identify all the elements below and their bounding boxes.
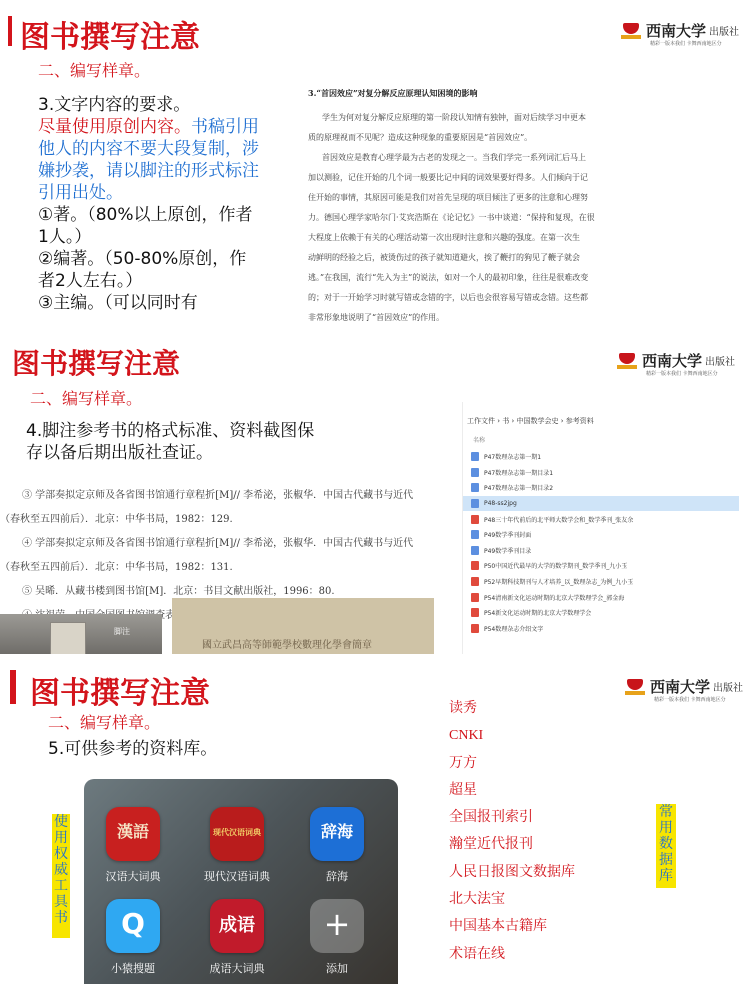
- slide-title: 图书撰写注意: [12, 347, 181, 380]
- publisher-tagline: 精彩一版本我们 卡舞西南地区分: [650, 41, 722, 47]
- pdf-file-icon: [471, 561, 479, 570]
- work-type-item: ③主编。（可以同时有: [38, 293, 198, 313]
- file-name: P49数学季刊目录: [484, 547, 532, 555]
- image-file-icon: [471, 452, 479, 461]
- publisher-name: 西南大学: [646, 22, 707, 40]
- authoritative-tools-label: 使用权威工具书: [52, 814, 70, 938]
- reference-line: ④ 学部奏拟定京师及各省图书馆通行章程折[M]// 李希泌，张椒华．中国古代藏书与近代: [22, 538, 414, 549]
- idiom-dictionary-icon[interactable]: 成语: [210, 899, 264, 953]
- file-list: [463, 449, 739, 636]
- image-file-icon: [471, 530, 479, 539]
- reference-line: ⑤ 吴晞．从藏书楼到图书馆[M]．北京：书目文献出版社，1996：80.: [22, 586, 335, 597]
- reference-line: （春秋至五四前后）．北京：中华书局，1982：131.: [0, 562, 233, 573]
- database-item: 中国基本古籍库: [449, 919, 547, 935]
- file-name: P52早期科技期刊与人才培养_以_数理杂志_为例_九小玉: [484, 579, 634, 587]
- footnote-heading: 4.脚注参考书的格式标准、资料截图保存以备后期出版社查证。: [26, 421, 315, 463]
- publisher-logo: [624, 676, 743, 697]
- reference-line: （春秋至五四前后）．北京：中华书局，1982：129.: [0, 514, 233, 525]
- sample-text-line: 住开始的事情，其原因可能是我们对首先呈现的项目倾注了更多的注意和心理努: [308, 193, 588, 202]
- image-file-icon: [471, 546, 479, 555]
- file-row[interactable]: [463, 605, 739, 621]
- phone-app-grid: [84, 779, 398, 984]
- search-question-icon[interactable]: Q: [106, 899, 160, 953]
- sample-page-excerpt: [308, 88, 598, 368]
- title-accent-bar: [8, 16, 12, 46]
- file-row[interactable]: [463, 527, 739, 543]
- file-row[interactable]: [463, 449, 739, 465]
- torch-logo-icon: [620, 21, 642, 41]
- breadcrumb[interactable]: 工作文件 › 书 › 中国数学会史 › 参考资料: [467, 417, 594, 425]
- sample-section-heading: 3.“首因效应”对复分解反应原理认知困境的影响: [308, 88, 478, 98]
- document-photo-caption: 國立武昌高等師範學校數理化學會簡章: [202, 640, 372, 651]
- publisher-name: 西南大学: [642, 352, 703, 370]
- app-label: 小猿搜题: [111, 962, 155, 975]
- app-label: 辞海: [326, 870, 348, 883]
- app-label: 现代汉语词典: [204, 870, 270, 883]
- database-item: 万方: [449, 755, 477, 771]
- slide-title: 图书撰写注意: [30, 676, 210, 711]
- app-cihai[interactable]: [292, 807, 382, 884]
- sample-text-line: 首因效应是教育心理学最为古老的发现之一。当我们学完一系列词汇后马上: [322, 153, 586, 162]
- publisher-logo: [616, 350, 735, 371]
- column-header-name[interactable]: 名称: [473, 437, 486, 444]
- slide-reference-databases: [0, 654, 743, 984]
- work-type-item: ①著。（80%以上原创，作者1人。）: [38, 205, 253, 247]
- publisher-tagline: 精彩一版本我们 卡舞西南地区分: [654, 697, 726, 703]
- app-modern-chinese-dictionary[interactable]: [192, 807, 282, 884]
- slide-subtitle: 二、编写样章。: [38, 61, 151, 80]
- pdf-file-icon: [471, 577, 479, 586]
- file-name: P48-ss2jpg: [484, 500, 517, 508]
- pdf-file-icon: [471, 608, 479, 617]
- image-file-icon: [471, 499, 479, 508]
- publisher-logo: [620, 20, 739, 41]
- sample-text-line: 加以测验，记住开始的几个词一般要比记中间的词效果要好得多。人们倾向于记: [308, 173, 588, 182]
- file-explorer: [462, 402, 739, 654]
- book-photo: [0, 614, 162, 654]
- citation-note: 书稿引用他人的内容不要大段复制，涉嫌抄袭，请以脚注的形式标注引用出处。: [38, 117, 259, 203]
- database-list: [449, 695, 659, 968]
- requirements-heading: 3.文字内容的要求。: [38, 95, 191, 115]
- file-name: P54清南新文化运动时期的北京大学数理学会_郭金海: [484, 594, 625, 602]
- title-accent-bar: [10, 670, 16, 704]
- sample-text-line: 质的原理视而不见呢？造成这种现象的重要原因是“首因效应”。: [308, 133, 533, 142]
- pdf-file-icon: [471, 624, 479, 633]
- file-row[interactable]: [463, 574, 739, 590]
- slide-subtitle: 二、编写样章。: [30, 389, 143, 408]
- app-label: 汉语大词典: [105, 870, 161, 883]
- photo-note: 脚注: [114, 627, 130, 636]
- original-content-note: 尽量使用原创内容。: [38, 117, 191, 137]
- app-search-question[interactable]: [88, 899, 178, 976]
- slide-footnote-format: [0, 328, 738, 654]
- file-name: P47数理杂志第一期1: [484, 454, 542, 462]
- add-icon[interactable]: +: [310, 899, 364, 953]
- torch-logo-icon: [616, 351, 638, 371]
- document-photo: [172, 598, 434, 654]
- app-add[interactable]: [292, 899, 382, 976]
- cihai-icon[interactable]: 辞海: [310, 807, 364, 861]
- file-name: P48三十年代前后的北平师大数学会和_数学季刊_张友余: [484, 516, 634, 524]
- file-row[interactable]: [463, 558, 739, 574]
- file-row[interactable]: [463, 480, 739, 496]
- sample-text-line: 逃。”在我国，流行“先入为主”的说法，如对一个人的最初印象，往往是很难改变: [308, 273, 589, 282]
- app-idiom-dictionary[interactable]: [192, 899, 282, 976]
- slide-writing-requirements: [0, 0, 738, 328]
- file-row[interactable]: [463, 465, 739, 481]
- slide-title: 图书撰写注意: [20, 20, 200, 55]
- common-databases-label: 常用数据库: [656, 804, 676, 888]
- hanyu-dictionary-icon[interactable]: 漢語: [106, 807, 160, 861]
- modern-chinese-dictionary-icon[interactable]: 现代汉语词典: [210, 807, 264, 861]
- file-name: P54新文化运动时期的北京大学数理学会: [484, 610, 592, 618]
- slide-subtitle: 二、编写样章。: [48, 713, 161, 732]
- sample-text-line: 大程度上依赖于有关的心理活动第一次出现时注意和兴趣的强度。在第一次生: [308, 233, 580, 242]
- file-name: P47数理杂志第一期目录1: [484, 469, 554, 477]
- reference-line: ③ 学部奏拟定京师及各省图书馆通行章程折[M]// 李希泌，张椒华．中国古代藏书与近代: [22, 490, 414, 501]
- file-name: P47数理杂志第一期目录2: [484, 485, 554, 493]
- app-label: 添加: [326, 962, 348, 975]
- database-item: 人民日报图文数据库: [449, 864, 575, 880]
- file-row[interactable]: [463, 496, 739, 512]
- sample-text-line: 力。德国心理学家哈尔门·艾宾浩斯在《论记忆》一书中谈道：“保持和复现，在很: [308, 213, 595, 222]
- book-cover: [50, 622, 86, 656]
- pdf-file-icon: [471, 593, 479, 602]
- file-row[interactable]: [463, 543, 739, 559]
- publisher-press: 出版社: [713, 683, 743, 694]
- app-hanyu-dictionary[interactable]: [88, 807, 178, 884]
- publisher-press: 出版社: [709, 27, 740, 38]
- publisher-tagline: 精彩一版本我们 卡舞西南地区分: [646, 371, 718, 377]
- databases-heading: 5.可供参考的资料库。: [48, 739, 218, 759]
- database-item: 读秀: [449, 701, 477, 716]
- database-item: 术语在线: [449, 946, 505, 962]
- image-file-icon: [471, 483, 479, 492]
- torch-logo-icon: [624, 677, 646, 697]
- publisher-press: 出版社: [705, 357, 736, 368]
- database-item: 北大法宝: [449, 892, 505, 908]
- app-label: 成语大词典: [209, 962, 265, 975]
- pdf-file-icon: [471, 515, 479, 524]
- file-row[interactable]: [463, 511, 739, 527]
- sample-text-line: 非常形象地说明了“首因效应”的作用。: [308, 313, 445, 322]
- image-file-icon: [471, 468, 479, 477]
- work-type-item: ②编著。（50-80%原创，作者2人左右。）: [38, 249, 247, 291]
- file-name: P50中国近代最早的大学的数学期刊_数学季刊_九小玉: [484, 563, 628, 571]
- file-name: P54数理杂志介绍文字: [484, 625, 544, 633]
- file-name: P49数学季刊封面: [484, 532, 532, 540]
- file-row[interactable]: [463, 621, 739, 637]
- file-row[interactable]: [463, 589, 739, 605]
- sample-text-line: 学生为何对复分解反应原理的第一阶段认知情有独钟，面对后续学习中更本: [322, 113, 586, 122]
- database-item: 瀚堂近代报刊: [449, 837, 533, 853]
- sample-text-line: 的；对于一开始学习时就写错或念错的字，以后也会很容易写错或念错。这些都: [308, 293, 588, 302]
- database-item: 超星: [449, 782, 477, 798]
- publisher-name: 西南大学: [650, 678, 711, 696]
- database-item: 全国报刊索引: [449, 810, 533, 826]
- requirements-text: [38, 94, 260, 314]
- database-item: CNKI: [449, 728, 484, 744]
- sample-text-line: 动鲜明的经验之后，被烫伤过的孩子就知道避火，挨了鞭打的狗见了鞭子就会: [308, 253, 580, 262]
